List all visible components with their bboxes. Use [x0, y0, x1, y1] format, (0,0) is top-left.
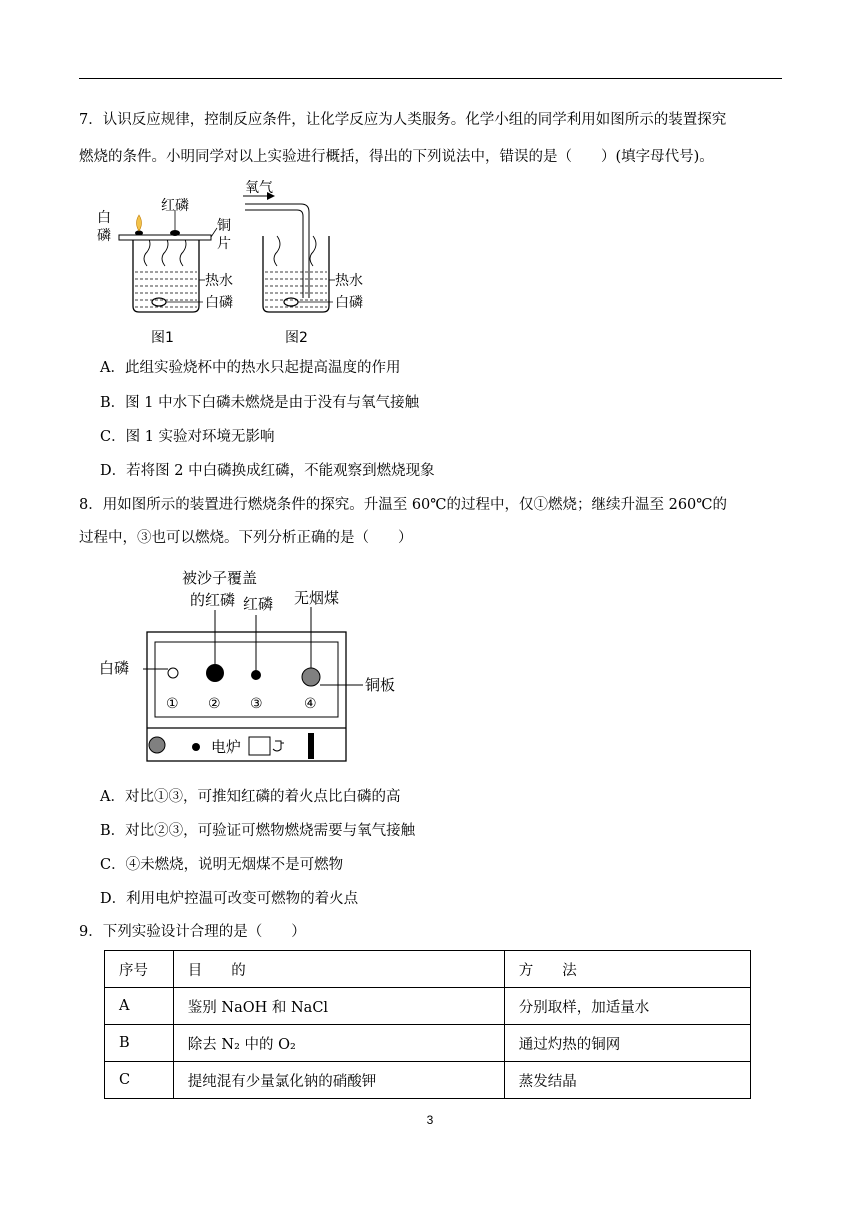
q7-fig-label-copper1: 铜 — [217, 218, 231, 234]
q8-fig-label-copper-plate: 铜板 — [365, 676, 396, 694]
q8-stem-line2: 过程中，③也可以燃烧。下列分析正确的是（ ） — [79, 530, 413, 546]
table-row — [105, 1025, 751, 1062]
table-row — [105, 1062, 751, 1099]
table-header-cell: 方 法 — [504, 951, 750, 988]
q8-fig-label-furnace: 电炉 — [211, 738, 242, 756]
page-number: 3 — [426, 1113, 434, 1127]
q8-fig-label-covered2: 的红磷 — [190, 591, 236, 609]
table-cell: 提纯混有少量氯化钠的硝酸钾 — [173, 1062, 504, 1099]
q8-fig-num1: ① — [166, 696, 179, 712]
header-rule — [79, 78, 782, 79]
table-row — [105, 988, 751, 1025]
q7-option-c: C．图 1 实验对环境无影响 — [100, 429, 275, 445]
table-cell: C — [105, 1062, 174, 1099]
q8-option-b: B．对比②③，可验证可燃物燃烧需要与氧气接触 — [100, 823, 416, 839]
table-cell: A — [105, 988, 174, 1025]
q7-stem-line1: 7．认识反应规律，控制反应条件，让化学反应为人类服务。化学小组的同学利用如图所示的装置探究 — [79, 112, 727, 128]
q7-fig-label-hot-water: 热水 — [205, 273, 233, 289]
q8-option-d: D．利用电炉控温可改变可燃物的着火点 — [100, 891, 359, 907]
table-cell: 通过灼热的铜网 — [504, 1025, 750, 1062]
q8-option-c: C．④未燃烧，说明无烟煤不是可燃物 — [100, 857, 344, 873]
q8-fig-label-white-p: 白磷 — [99, 659, 130, 677]
q7-fig-label-oxygen: 氧气 — [245, 180, 273, 196]
q8-option-a: A．对比①③，可推知红磷的着火点比白磷的高 — [100, 789, 401, 805]
table-cell: B — [105, 1025, 174, 1062]
q8-stem-line1: 8．用如图所示的装置进行燃烧条件的探究。升温至 60℃的过程中，仅①燃烧；继续升温至 260℃的 — [79, 497, 728, 513]
q8-figure — [95, 565, 425, 775]
q7-fig-label-white-p-top2: 磷 — [97, 228, 111, 244]
q7-fig-label-white-p-top1: 白 — [97, 210, 111, 226]
table-header-row — [105, 951, 751, 988]
table-cell: 鉴别 NaOH 和 NaCl — [173, 988, 504, 1025]
q8-fig-num2: ② — [208, 696, 221, 712]
q9-stem: 9．下列实验设计合理的是（ ） — [79, 924, 306, 940]
q7-fig-label-red-p: 红磷 — [161, 198, 189, 214]
table-cell: 蒸发结晶 — [504, 1062, 750, 1099]
q7-fig2-caption: 图2 — [285, 330, 308, 346]
q8-fig-num3: ③ — [250, 696, 263, 712]
q7-fig2-label-white-p: 白磷 — [335, 295, 363, 311]
q9-table — [104, 950, 751, 1099]
q7-figure — [95, 180, 375, 350]
table-cell: 除去 N₂ 中的 O₂ — [173, 1025, 504, 1062]
q7-option-d: D．若将图 2 中白磷换成红磷，不能观察到燃烧现象 — [100, 463, 435, 479]
q7-fig2-label-hot-water: 热水 — [335, 273, 363, 289]
q7-fig-label-copper2: 片 — [217, 236, 231, 252]
q7-stem-line2: 燃烧的条件。小明同学对以上实验进行概括，得出的下列说法中，错误的是（ ）(填字母代号)。 — [79, 149, 714, 165]
q7-option-b: B．图 1 中水下白磷未燃烧是由于没有与氧气接触 — [100, 395, 420, 411]
q7-option-a: A．此组实验烧杯中的热水只起提高温度的作用 — [100, 360, 401, 376]
q8-fig-label-anthracite: 无烟煤 — [294, 589, 340, 607]
table-header-cell: 目 的 — [173, 951, 504, 988]
table-header-cell: 序号 — [105, 951, 174, 988]
q8-fig-label-covered1: 被沙子覆盖 — [182, 569, 258, 587]
q8-fig-label-red-p: 红磷 — [243, 595, 274, 613]
q8-fig-num4: ④ — [304, 696, 317, 712]
q7-fig-label-white-p: 白磷 — [205, 295, 233, 311]
table-cell: 分别取样，加适量水 — [504, 988, 750, 1025]
q7-fig1-caption: 图1 — [151, 330, 174, 346]
